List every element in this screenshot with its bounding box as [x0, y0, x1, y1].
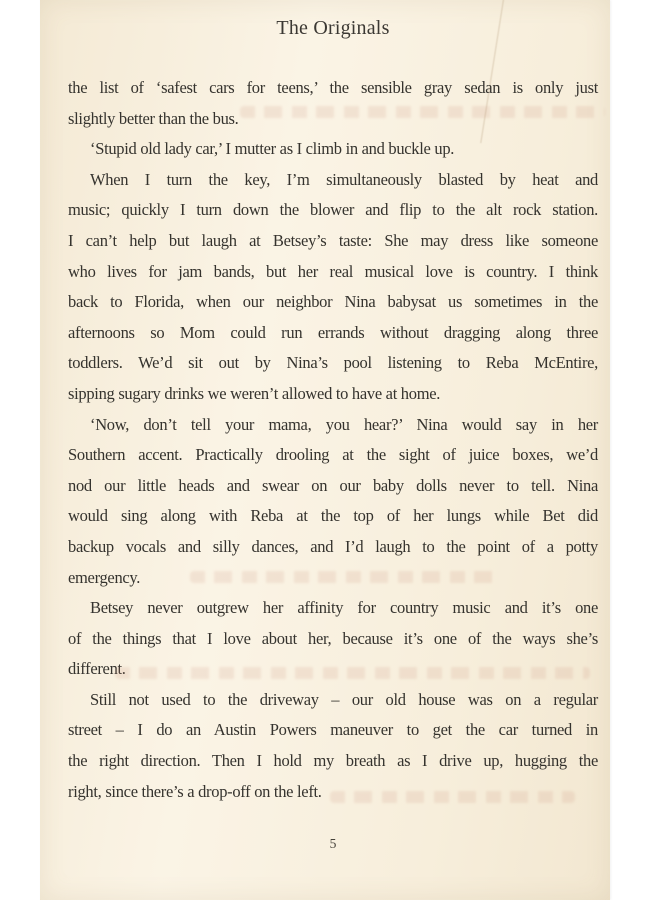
text-line: ‘Now, don’t tell your mama, you hear?’ Nina would say in her	[90, 414, 598, 434]
text-line: nod our little heads and swear on our baby dolls never to tell. Nina	[68, 475, 598, 495]
text-line: Southern accent. Practically drooling at the sight of juice boxes, we’d	[68, 445, 598, 465]
text-line: different.	[68, 659, 126, 679]
text-line: I can’t help but laugh at Betsey’s taste: She may dress like someone	[68, 230, 598, 250]
text-line: Betsey never outgrew her affinity for country music and it’s one	[90, 598, 598, 618]
text-line: the list of ‘safest cars for teens,’ the sensible gray sedan is only just	[68, 78, 598, 97]
bleed-through-text	[190, 571, 495, 583]
bleed-through-text	[330, 791, 575, 803]
bleed-through-text	[115, 667, 590, 679]
text-line: back to Florida, when our neighbor Nina babysat us sometimes in the	[68, 292, 598, 312]
text-line: When I turn the key, I’m simultaneously blasted by heat and	[90, 169, 598, 189]
text-line: music; quickly I turn down the blower and flip to the alt rock station.	[68, 200, 598, 220]
page-number: 5	[329, 836, 337, 851]
body-text	[68, 73, 598, 807]
text-line: ‘Stupid old lady car,’ I mutter as I climb in and buckle up.	[90, 139, 455, 159]
book-page	[40, 0, 610, 900]
text-line: right, since there’s a drop-off on the left.	[68, 781, 322, 801]
bleed-through-text	[240, 106, 605, 118]
text-line: the right direction. Then I hold my breath as I drive up, hugging the	[68, 751, 598, 771]
text-line: afternoons so Mom could run errands without dragging along three	[68, 322, 598, 342]
text-line: Still not used to the driveway – our old house was on a regular	[90, 689, 598, 709]
text-line: street – I do an Austin Powers maneuver to get the car turned in	[68, 720, 598, 740]
text-line: of the things that I love about her, because it’s one of the ways she’s	[68, 628, 598, 648]
text-line: slightly better than the bus.	[68, 108, 239, 128]
text-line: backup vocals and silly dances, and I’d laugh to the point of a potty	[68, 536, 598, 556]
text-line: toddlers. We’d sit out by Nina’s pool listening to Reba McEntire,	[68, 353, 598, 373]
text-line: sipping sugary drinks we weren’t allowed to have at home.	[68, 383, 441, 403]
text-line: would sing along with Reba at the top of her lungs while Bet did	[68, 506, 598, 526]
text-line: who lives for jam bands, but her real musical love is country. I think	[68, 261, 598, 281]
text-line: emergency.	[68, 567, 141, 587]
running-head: The Originals	[276, 17, 390, 39]
